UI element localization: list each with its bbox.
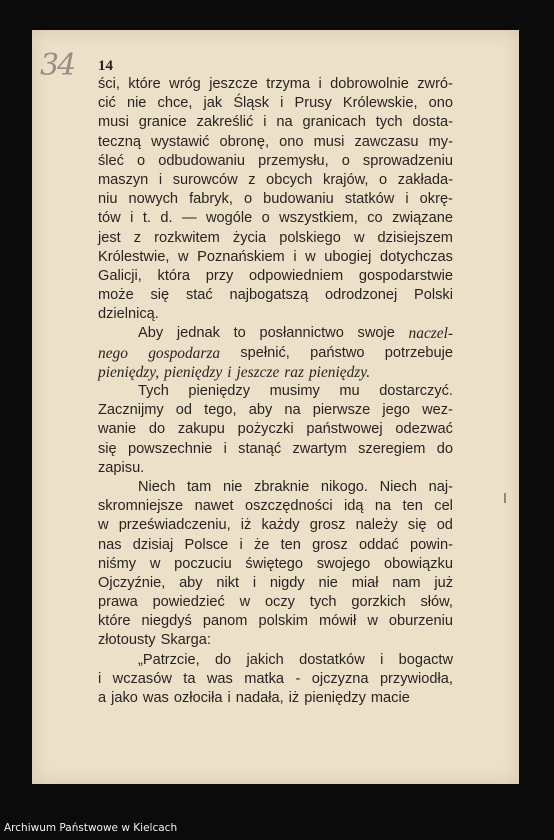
text-line xyxy=(98,574,453,593)
word: od xyxy=(175,402,193,419)
word: do xyxy=(148,421,166,438)
ink-mark xyxy=(504,493,506,503)
word: polskim xyxy=(258,613,308,630)
word: pierwsze xyxy=(312,402,371,419)
text-line xyxy=(98,305,453,324)
word: naczel- xyxy=(408,325,453,343)
word: iż xyxy=(288,690,300,706)
word: i xyxy=(405,191,409,208)
word: jednak xyxy=(176,325,220,342)
word: które xyxy=(98,613,131,630)
word: złotousty xyxy=(98,632,156,649)
word: ten xyxy=(280,536,301,553)
word: i xyxy=(98,670,102,687)
word: dostatków xyxy=(299,651,365,668)
word: nawet xyxy=(194,498,234,515)
word: tych xyxy=(375,114,403,131)
word: sprowadzeniu xyxy=(362,152,453,169)
word: d. xyxy=(160,210,173,227)
word: się xyxy=(150,287,170,304)
word: która xyxy=(157,267,190,284)
word: jest xyxy=(98,229,121,246)
word: w xyxy=(353,229,365,246)
word: z xyxy=(248,171,256,188)
text-line xyxy=(98,382,453,401)
word: i xyxy=(227,690,231,706)
word: was xyxy=(142,690,169,706)
word: się xyxy=(407,517,427,534)
word: i xyxy=(318,76,322,92)
word: w xyxy=(367,613,378,630)
word: zawczasu xyxy=(354,133,419,150)
text-line xyxy=(98,612,453,631)
word: Prusy xyxy=(294,95,332,112)
body-text xyxy=(98,75,453,708)
word: maszyn xyxy=(98,171,149,188)
word: teczną xyxy=(98,133,141,150)
word: niegdyś xyxy=(141,613,192,630)
word: pieniędzy xyxy=(164,363,223,381)
word: iż xyxy=(240,517,252,534)
word: raz xyxy=(284,363,304,381)
text-line xyxy=(98,420,453,439)
text-line xyxy=(98,497,453,516)
word: fabryk, xyxy=(189,191,233,208)
word: niśmy xyxy=(98,555,137,572)
word: idą xyxy=(343,498,364,515)
word: szeregiem xyxy=(358,440,426,457)
word: związane xyxy=(392,210,453,227)
word: świętego xyxy=(245,555,304,572)
word: Królestwie, xyxy=(98,248,170,265)
word: każdy xyxy=(261,517,300,534)
word: ten xyxy=(402,498,423,515)
word: zakreślić xyxy=(196,114,254,131)
text-line xyxy=(98,459,453,478)
word: dobrowolnie xyxy=(330,76,409,92)
word: polskiego xyxy=(279,229,341,246)
word: dzielnicą. xyxy=(98,306,159,323)
word: trzyma xyxy=(266,76,311,92)
word: stanąć xyxy=(238,440,282,457)
word: odpowiedniem xyxy=(249,267,344,284)
word: do xyxy=(214,651,232,668)
word: Polsce xyxy=(184,536,229,553)
word: przemysłu, xyxy=(258,152,329,169)
word: wanie xyxy=(98,421,137,438)
word: pieniędzy xyxy=(188,383,251,399)
word: i xyxy=(223,440,227,457)
word: i xyxy=(293,248,297,265)
word: wszystkiem, xyxy=(279,210,358,227)
text-line xyxy=(98,593,453,612)
word: wystawić xyxy=(151,133,210,150)
word: tów xyxy=(98,210,121,227)
word: że xyxy=(253,536,270,553)
word: Aby xyxy=(138,325,164,342)
text-line xyxy=(98,113,453,132)
word: i xyxy=(227,363,232,381)
word: słów, xyxy=(420,594,453,611)
word: śleć xyxy=(98,152,124,169)
word: swojego xyxy=(316,555,371,572)
word: wróg xyxy=(169,76,201,92)
text-line xyxy=(98,401,453,420)
text-line xyxy=(98,478,453,497)
word: jako xyxy=(111,690,138,706)
word: nam xyxy=(392,574,421,591)
word: panom xyxy=(202,613,248,630)
word: „Patrzcie, xyxy=(138,651,200,668)
word: nigdy xyxy=(269,574,305,591)
word: aby xyxy=(248,402,273,419)
word: pieniędzy xyxy=(304,690,366,706)
word: odrodzonej xyxy=(325,287,398,304)
word: w xyxy=(177,248,189,265)
word: i xyxy=(130,210,134,227)
word: gorzkich xyxy=(351,594,406,611)
word: Tych xyxy=(138,383,169,399)
word: ubogiej xyxy=(324,248,372,265)
word: Niech xyxy=(138,478,176,495)
word: zwartym xyxy=(292,440,347,457)
word: bogactw xyxy=(398,651,453,668)
word: Ojczyźnie, xyxy=(98,574,166,591)
word: ozłociła xyxy=(173,690,223,706)
word: obcych xyxy=(266,171,313,188)
text-line xyxy=(98,94,453,113)
word: to xyxy=(233,325,246,342)
word: odbudowaniu xyxy=(158,152,246,169)
word: i xyxy=(380,651,384,668)
word: Śląsk xyxy=(233,95,269,112)
word: ono xyxy=(279,133,304,150)
text-line xyxy=(98,555,453,574)
word: posłannictwo xyxy=(259,325,344,342)
text-line xyxy=(98,631,453,650)
word: co xyxy=(367,210,383,227)
word: Poznańskiem xyxy=(197,248,285,265)
word: musi xyxy=(98,114,129,131)
word: gospodarstwie xyxy=(358,267,453,284)
text-line xyxy=(98,536,453,555)
word: dotychczas xyxy=(379,248,453,265)
word: ojczyzna xyxy=(311,670,369,687)
word: i xyxy=(252,574,257,591)
word: nikogo. xyxy=(320,478,368,495)
word: przeświadczeniu, xyxy=(118,517,231,534)
word: powszechnie xyxy=(127,440,213,457)
word: naj- xyxy=(428,478,453,495)
word: wez- xyxy=(422,402,453,419)
word: nie xyxy=(126,95,147,112)
word: o xyxy=(243,191,253,208)
word: pieniędzy, xyxy=(98,363,160,381)
word: - xyxy=(295,670,301,687)
word: państwo xyxy=(310,344,365,361)
word: prawa xyxy=(98,594,138,611)
word: musi xyxy=(313,133,345,150)
word: dzisiejszem xyxy=(377,229,453,246)
word: budowaniu xyxy=(263,191,334,208)
word: jeszcze xyxy=(209,76,258,92)
word: o xyxy=(261,210,270,227)
word: mówił xyxy=(318,613,357,630)
word: nie xyxy=(222,478,243,495)
word: aby xyxy=(179,574,203,591)
word: o xyxy=(379,171,388,188)
word: w xyxy=(239,594,251,611)
text-line xyxy=(98,248,453,267)
word: okrę- xyxy=(419,191,453,208)
text-line xyxy=(98,152,453,171)
page-number: 14 xyxy=(98,58,113,74)
word: cel xyxy=(434,498,453,515)
text-line xyxy=(98,324,453,343)
word: oczy xyxy=(264,594,295,611)
word: które xyxy=(128,76,161,92)
word: gospodarza xyxy=(148,344,221,362)
word: na xyxy=(276,114,293,131)
word: tam xyxy=(186,478,212,495)
word: już xyxy=(434,574,453,591)
word: niu xyxy=(98,191,118,208)
text-line xyxy=(98,171,453,190)
word: obronę, xyxy=(219,133,270,150)
word: surowców xyxy=(172,171,238,188)
word: my- xyxy=(428,133,453,150)
word: należy xyxy=(355,517,398,534)
word: t. xyxy=(142,210,151,227)
word: Polski xyxy=(414,287,453,304)
word: jak xyxy=(203,95,223,112)
word: pieniędzy. xyxy=(308,363,371,381)
word: Skarga: xyxy=(160,632,211,649)
word: grosz xyxy=(312,536,348,553)
word: oddać xyxy=(358,536,399,553)
word: spełnić, xyxy=(240,344,290,361)
word: jakich xyxy=(246,651,284,668)
text-line xyxy=(98,190,453,209)
word: Królewskie, xyxy=(342,95,418,112)
word: jego xyxy=(382,402,410,419)
word: obowiązku xyxy=(384,555,453,572)
word: cić xyxy=(98,95,116,112)
word: przy xyxy=(205,267,234,284)
word: może xyxy=(98,287,134,304)
text-line xyxy=(98,689,453,708)
word: od xyxy=(436,517,453,534)
word: oburzeniu xyxy=(388,613,453,630)
word: nadała, xyxy=(235,690,284,706)
word: z xyxy=(133,229,142,246)
word: przywiodła, xyxy=(379,670,453,687)
word: skromniejsze xyxy=(98,498,184,515)
archive-label: Archiwum Państwowe w Kielcach xyxy=(4,822,178,834)
word: najbogatszą xyxy=(229,287,309,304)
text-line xyxy=(98,670,453,689)
word: oszczędności xyxy=(244,498,333,515)
word: mu xyxy=(339,383,360,399)
word: na xyxy=(284,402,301,419)
word: krajów, xyxy=(323,171,369,188)
word: zakupu xyxy=(177,421,225,438)
word: ono xyxy=(428,95,453,112)
word: się xyxy=(98,440,117,457)
text-line xyxy=(98,133,453,152)
word: i xyxy=(158,171,163,188)
word: zwró- xyxy=(417,76,453,92)
text-line xyxy=(98,209,453,228)
word: swoje xyxy=(357,325,395,342)
pencil-annotation: 34 xyxy=(40,48,75,83)
word: matka xyxy=(244,670,285,687)
word: i xyxy=(239,536,243,553)
word: potrzebuje xyxy=(384,344,453,361)
word: Niech xyxy=(379,478,417,495)
word: miał xyxy=(351,574,379,591)
word: ta xyxy=(183,670,196,687)
word: o xyxy=(137,152,146,169)
word: jeszcze xyxy=(236,363,280,381)
text-line xyxy=(98,229,453,248)
word: dzisiaj xyxy=(132,536,174,553)
word: granice xyxy=(138,114,187,131)
text-line xyxy=(98,75,453,94)
word: pożyczki xyxy=(237,421,294,438)
word: granicach xyxy=(302,114,366,131)
word: dosta- xyxy=(412,114,453,131)
word: Zacznijmy xyxy=(98,402,164,419)
text-line xyxy=(98,267,453,286)
word: i xyxy=(280,95,284,112)
word: — xyxy=(181,210,197,227)
word: w xyxy=(149,555,161,572)
word: macie xyxy=(370,690,410,706)
word: zbraknie xyxy=(254,478,310,495)
word: nikt xyxy=(216,574,240,591)
word: nie xyxy=(318,574,338,591)
word: was xyxy=(206,670,233,687)
text-line xyxy=(98,651,453,670)
word: tego, xyxy=(204,402,237,419)
word: nego xyxy=(98,344,128,362)
word: Galicji, xyxy=(98,267,142,284)
word: wogóle xyxy=(205,210,253,227)
word: odezwać xyxy=(395,421,453,438)
text-line xyxy=(98,363,453,382)
word: do xyxy=(436,440,453,457)
word: zakłada- xyxy=(397,171,453,188)
word: tych xyxy=(309,594,337,611)
word: nas xyxy=(98,536,122,553)
word: statków xyxy=(344,191,395,208)
word: a xyxy=(98,690,107,706)
word: grosz xyxy=(309,517,346,534)
word: w xyxy=(98,517,109,534)
text-line xyxy=(98,344,453,363)
word: nowych xyxy=(128,191,179,208)
text-line xyxy=(98,286,453,305)
word: powin- xyxy=(409,536,453,553)
word: wczasów xyxy=(112,670,172,687)
word: musimy xyxy=(269,383,320,399)
word: w xyxy=(305,248,316,265)
word: państwowej xyxy=(306,421,383,438)
word: chce, xyxy=(157,95,193,112)
word: ści, xyxy=(98,76,120,92)
word: o xyxy=(341,152,350,169)
text-line xyxy=(98,516,453,535)
word: dostarczyć. xyxy=(379,383,453,399)
word: poczuciu xyxy=(174,555,232,572)
word: powiedzieć xyxy=(152,594,225,611)
word: życia xyxy=(232,229,267,246)
word: i xyxy=(263,114,267,131)
word: zapisu. xyxy=(98,459,145,476)
word: stać xyxy=(185,287,213,304)
word: na xyxy=(374,498,392,515)
text-line xyxy=(98,440,453,459)
word: rozkwitem xyxy=(154,229,220,246)
